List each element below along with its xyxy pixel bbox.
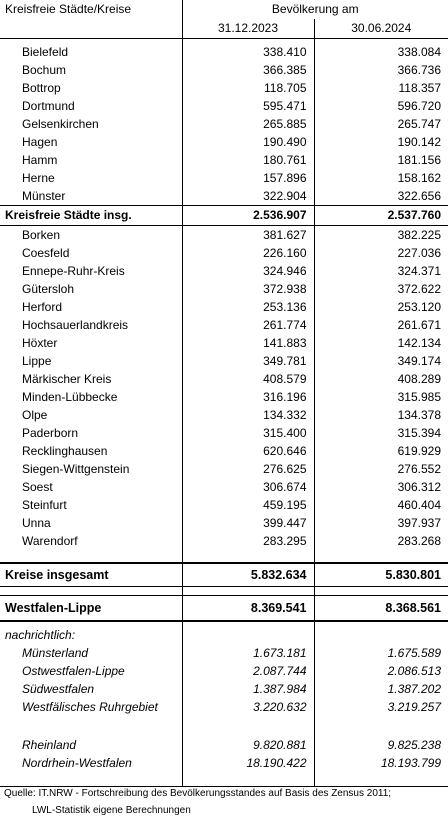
- value-2023: 253.136: [182, 298, 314, 316]
- totals-section: [0, 550, 448, 644]
- value-2023: 595.471: [182, 97, 314, 115]
- value-2023: 322.904: [182, 187, 314, 206]
- district-row: [0, 424, 448, 442]
- notes-label-row: [0, 626, 448, 644]
- value-2024: 9.825.238: [314, 736, 448, 754]
- value-2024: 338.084: [314, 43, 448, 61]
- value-2024: 2.086.513: [314, 662, 448, 680]
- row-label: Soest: [22, 480, 53, 494]
- value-2024: 118.357: [314, 79, 448, 97]
- city-row: [0, 133, 448, 151]
- value-2023: 1.387.984: [182, 680, 314, 698]
- states-spacer: [0, 716, 448, 736]
- district-row: [0, 370, 448, 388]
- header-row-group: [0, 0, 448, 19]
- row-label: Münsterland: [22, 646, 89, 660]
- value-2023: 2.536.907: [182, 206, 314, 226]
- value-2024: 366.736: [314, 61, 448, 79]
- state-row: [0, 736, 448, 754]
- value-2024: 397.937: [314, 514, 448, 532]
- city-row: [0, 187, 448, 206]
- value-2023: 459.195: [182, 496, 314, 514]
- row-label: Höxter: [22, 336, 58, 350]
- value-2023: 338.410: [182, 43, 314, 61]
- value-2024: 276.552: [314, 460, 448, 478]
- westfalen-lippe-row: [0, 596, 448, 622]
- cities-total-row: [0, 206, 448, 226]
- value-2023: 315.400: [182, 424, 314, 442]
- value-2023: 134.332: [182, 406, 314, 424]
- value-2023: 8.369.541: [182, 596, 314, 622]
- value-2024: 322.656: [314, 187, 448, 206]
- value-2024: 134.378: [314, 406, 448, 424]
- value-2024: 3.219.257: [314, 698, 448, 716]
- district-row: [0, 334, 448, 352]
- value-2023: 2.087.744: [182, 662, 314, 680]
- value-2023: 324.946: [182, 262, 314, 280]
- row-label: Paderborn: [22, 426, 79, 440]
- row-label: Bochum: [22, 63, 67, 77]
- value-2024: 5.830.801: [314, 563, 448, 587]
- row-label: Coesfeld: [22, 246, 70, 260]
- districts-rows: [0, 226, 448, 551]
- row-label: Unna: [22, 516, 51, 530]
- region-row: [0, 644, 448, 662]
- row-label: Kreise insgesamt: [0, 563, 182, 587]
- value-2024: 1.387.202: [314, 680, 448, 698]
- value-2024: 142.134: [314, 334, 448, 352]
- row-label: Gelsenkirchen: [22, 117, 99, 131]
- column-header-date1: 31.12.2023: [182, 19, 314, 39]
- row-label: Borken: [22, 228, 61, 242]
- value-2023: 141.883: [182, 334, 314, 352]
- value-2023: 118.705: [182, 79, 314, 97]
- value-2024: 619.929: [314, 442, 448, 460]
- value-2024: 382.225: [314, 226, 448, 245]
- value-2023: 226.160: [182, 244, 314, 262]
- row-label: Minden-Lübbecke: [22, 390, 118, 404]
- district-row: [0, 478, 448, 496]
- value-2023: 9.820.881: [182, 736, 314, 754]
- source-line-2: LWL-Statistik eigene Berechnungen: [32, 805, 191, 816]
- row-label: Nordrhein-Westfalen: [22, 756, 132, 770]
- value-2023: 180.761: [182, 151, 314, 169]
- value-2024: 408.289: [314, 370, 448, 388]
- district-row: [0, 406, 448, 424]
- value-2023: 372.938: [182, 280, 314, 298]
- value-2023: 261.774: [182, 316, 314, 334]
- row-label: Dortmund: [22, 99, 75, 113]
- value-2023: 408.579: [182, 370, 314, 388]
- row-label: Olpe: [22, 408, 48, 422]
- row-label: Bottrop: [22, 81, 61, 95]
- value-2024: 265.747: [314, 115, 448, 133]
- value-2024: 1.675.589: [314, 644, 448, 662]
- state-row: [0, 754, 448, 772]
- row-label: Münster: [22, 189, 66, 203]
- row-label: Südwestfalen: [22, 682, 95, 696]
- value-2024: 227.036: [314, 244, 448, 262]
- column-group-header: Bevölkerung am: [182, 0, 448, 19]
- row-label: Siegen-Wittgenstein: [22, 462, 130, 476]
- regions-rows: [0, 644, 448, 716]
- notes-label: nachrichtlich:: [5, 628, 76, 642]
- row-label: Märkischer Kreis: [22, 372, 112, 386]
- city-row: [0, 151, 448, 169]
- district-row: [0, 298, 448, 316]
- row-label: Hamm: [22, 153, 58, 167]
- source-line-1: Quelle: IT.NRW - Fortschreibung des Bevölkerungsstandes auf Basis des Zensus 2011;: [4, 788, 392, 799]
- region-row: [0, 698, 448, 716]
- city-row: [0, 43, 448, 61]
- value-2024: 8.368.561: [314, 596, 448, 622]
- row-label: Herford: [22, 300, 63, 314]
- value-2023: 276.625: [182, 460, 314, 478]
- value-2024: 283.268: [314, 532, 448, 550]
- value-2023: 1.673.181: [182, 644, 314, 662]
- value-2023: 283.295: [182, 532, 314, 550]
- source-note: [4, 785, 391, 819]
- row-label: Recklinghausen: [22, 444, 108, 458]
- row-label: Lippe: [22, 354, 52, 368]
- value-2024: 306.312: [314, 478, 448, 496]
- row-label: Hochsauerlandkreis: [22, 318, 129, 332]
- row-label: Ostwestfalen-Lippe: [22, 664, 125, 678]
- value-2023: 316.196: [182, 388, 314, 406]
- value-2023: 381.627: [182, 226, 314, 245]
- district-row: [0, 388, 448, 406]
- value-2024: 596.720: [314, 97, 448, 115]
- district-row: [0, 244, 448, 262]
- district-row: [0, 280, 448, 298]
- value-2023: 3.220.632: [182, 698, 314, 716]
- value-2023: 349.781: [182, 352, 314, 370]
- city-row: [0, 115, 448, 133]
- value-2024: 158.162: [314, 169, 448, 187]
- value-2023: 306.674: [182, 478, 314, 496]
- row-label: Rheinland: [22, 738, 77, 752]
- districts-total-row: [0, 563, 448, 587]
- cities-total-section: [0, 206, 448, 226]
- value-2023: 620.646: [182, 442, 314, 460]
- value-2024: 2.537.760: [314, 206, 448, 226]
- city-row: [0, 169, 448, 187]
- value-2024: 181.156: [314, 151, 448, 169]
- row-label: Gütersloh: [22, 282, 75, 296]
- row-label: Bielefeld: [22, 45, 69, 59]
- value-2024: 372.622: [314, 280, 448, 298]
- value-2024: 18.193.799: [314, 754, 448, 772]
- value-2024: 460.404: [314, 496, 448, 514]
- region-row: [0, 680, 448, 698]
- district-row: [0, 226, 448, 245]
- district-row: [0, 316, 448, 334]
- row-label: Hagen: [22, 135, 58, 149]
- row-label: Herne: [22, 171, 55, 185]
- value-2024: 349.174: [314, 352, 448, 370]
- value-2024: 190.142: [314, 133, 448, 151]
- value-2023: 399.447: [182, 514, 314, 532]
- row-label: Kreisfreie Städte insg.: [0, 206, 182, 226]
- value-2023: 366.385: [182, 61, 314, 79]
- value-2023: 157.896: [182, 169, 314, 187]
- city-row: [0, 97, 448, 115]
- cities-rows: [0, 43, 448, 206]
- district-row: [0, 532, 448, 550]
- row-label: Warendorf: [22, 534, 78, 548]
- column-header-name: Kreisfreie Städte/Kreise: [0, 0, 182, 39]
- row-label: Steinfurt: [22, 498, 67, 512]
- row-label: Westfalen-Lippe: [0, 596, 182, 622]
- value-2024: 261.671: [314, 316, 448, 334]
- district-row: [0, 262, 448, 280]
- value-2024: 324.371: [314, 262, 448, 280]
- district-row: [0, 460, 448, 478]
- region-row: [0, 662, 448, 680]
- value-2023: 190.490: [182, 133, 314, 151]
- district-row: [0, 514, 448, 532]
- district-row: [0, 496, 448, 514]
- city-row: [0, 79, 448, 97]
- value-2023: 265.885: [182, 115, 314, 133]
- value-2024: 253.120: [314, 298, 448, 316]
- value-2024: 315.985: [314, 388, 448, 406]
- value-2023: 5.832.634: [182, 563, 314, 587]
- value-2024: 315.394: [314, 424, 448, 442]
- row-label: Ennepe-Ruhr-Kreis: [22, 264, 125, 278]
- city-row: [0, 61, 448, 79]
- value-2023: 18.190.422: [182, 754, 314, 772]
- district-row: [0, 442, 448, 460]
- states-rows: [0, 736, 448, 772]
- row-label: Westfälisches Ruhrgebiet: [22, 700, 158, 714]
- district-row: [0, 352, 448, 370]
- column-header-date2: 30.06.2024: [314, 19, 448, 39]
